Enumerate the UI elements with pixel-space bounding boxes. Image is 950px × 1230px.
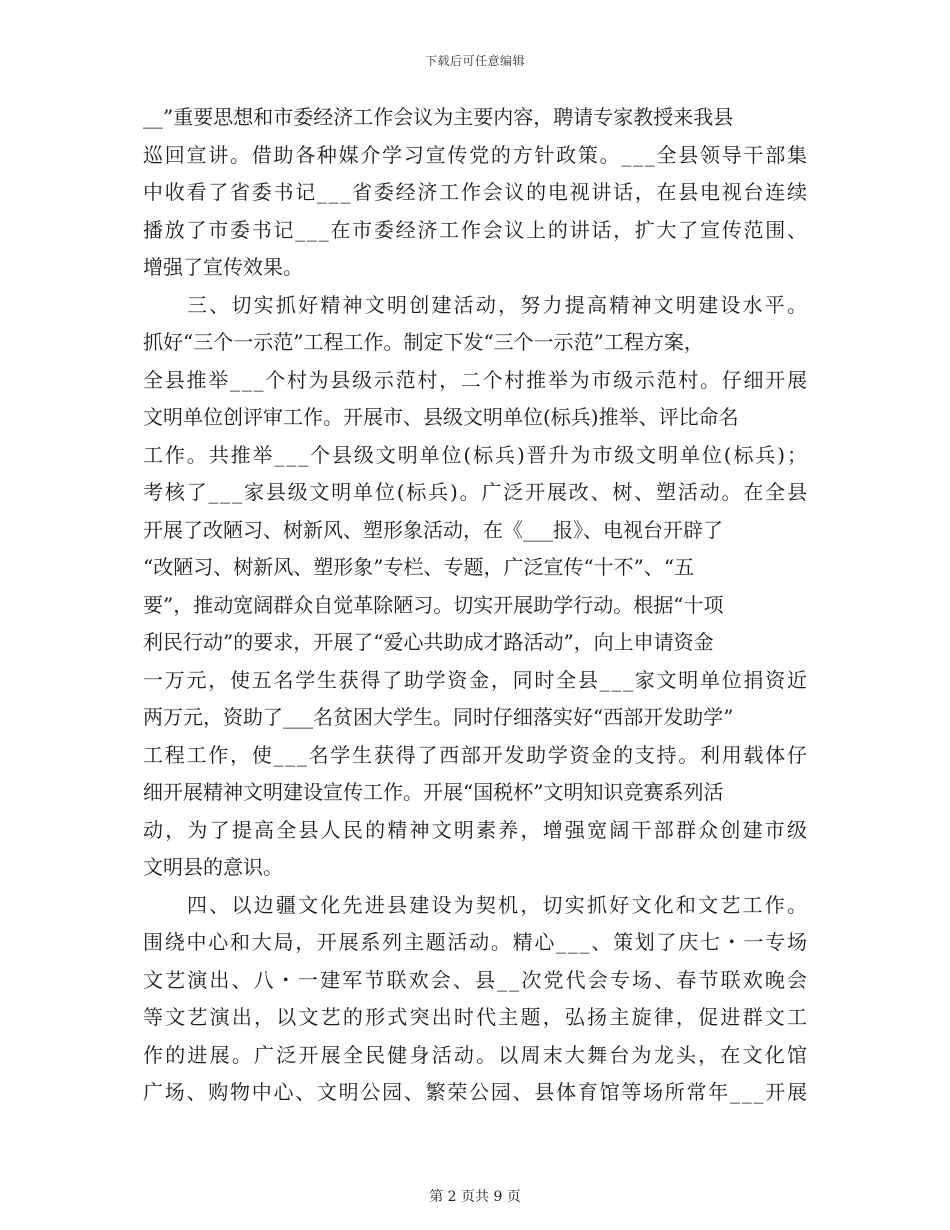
text-line: 作的进展。广泛开展全民健身活动。以周末大舞台为龙头，在文化馆	[143, 1042, 810, 1067]
text-line: “改陋习、树新风、塑形象”专栏、专题，广泛宣传“十不”、“五	[143, 555, 695, 579]
text-line: 播放了市委书记___在市委经济工作会议上的讲话，扩大了宣传范围、	[143, 217, 809, 242]
paragraph-heading-line: 四、以边疆文化先进县建设为契机，切实抓好文化和文艺工作。	[187, 892, 810, 917]
text-line: __”重要思想和市委经济工作会议为主要内容，聘请专家教授来我县	[143, 105, 734, 129]
text-line: 文明单位创评审工作。开展市、县级文明单位(标兵)推举、评比命名	[143, 405, 739, 429]
text-line: 文明县的意识。	[143, 855, 283, 879]
text-line: 增强了宣传效果。	[143, 255, 303, 279]
document-body	[143, 99, 810, 1112]
text-line: 文艺演出、八・一建军节联欢会、县__次党代会专场、春节联欢晚会	[143, 967, 810, 992]
text-line: 一万元，使五名学生获得了助学资金，同时全县___家文明单位捐资近	[143, 667, 809, 692]
text-line: 全县推举___个村为县级示范村，二个村推举为市级示范村。仔细开展	[143, 367, 809, 392]
text-line: 利民行动”的要求，开展了“爱心共助成才路活动”，向上申请资金	[143, 630, 714, 654]
text-line: 抓好“三个一示范”工程工作。制定下发“三个一示范”工程方案，	[143, 330, 704, 354]
text-line: 工程工作，使___名学生获得了西部开发助学资金的支持。利用载体仔	[143, 742, 809, 767]
text-line: 工作。共推举___个县级文明单位(标兵)晋升为市级文明单位(标兵)；	[143, 442, 809, 467]
page-header: 下载后可任意编辑	[424, 54, 525, 68]
text-line: 中收看了省委书记___省委经济工作会议的电视讲话，在县电视台连续	[143, 180, 809, 204]
text-line: 考核了___家县级文明单位(标兵)。广泛开展改、树、塑活动。在全县	[143, 480, 809, 504]
text-line: 两万元，资助了___名贫困大学生。同时仔细落实好“西部开发助学”	[143, 705, 734, 729]
text-line: 广场、购物中心、文明公园、繁荣公园、县体育馆等场所常年___开展	[143, 1080, 809, 1104]
text-line: 动，为了提高全县人民的精神文明素养，增强宽阔干部群众创建市级	[143, 817, 810, 842]
text-line: 巡回宣讲。借助各种媒介学习宣传党的方针政策。___全县领导干部集	[143, 142, 809, 167]
text-line: 等文艺演出，以文艺的形式突出时代主题，弘扬主旋律，促进群文工	[143, 1005, 810, 1029]
text-line: 围绕中心和大局，开展系列主题活动。精心___、策划了庆七・一专场	[143, 930, 809, 954]
text-line: 开展了改陋习、树新风、塑形象活动，在《___报》、电视台开辟了	[143, 517, 723, 542]
text-line: 要”，推动宽阔群众自觉革除陋习。切实开展助学行动。根据“十项	[143, 592, 724, 617]
page-number-footer: 第 2 页共 9 页	[429, 1189, 521, 1205]
text-line: 细开展精神文明建设宣传工作。开展“国税杯”文明知识竞赛系列活	[143, 780, 724, 804]
paragraph-heading-line: 三、切实抓好精神文明创建活动，努力提高精神文明建设水平。	[187, 292, 810, 317]
